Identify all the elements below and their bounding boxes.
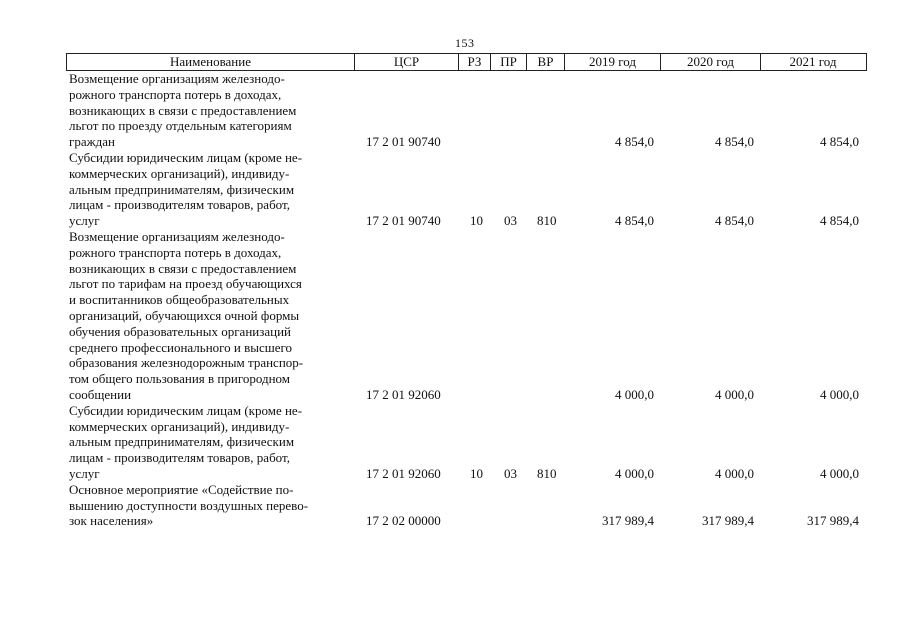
row-value-2021: 4 000,0 <box>820 465 859 481</box>
row-csr: 17 2 01 90740 <box>366 134 441 150</box>
row-name-line: граждан <box>69 134 115 150</box>
row-name-line: лицам - производителям товаров, работ, <box>69 450 290 466</box>
row-name-line: возникающих в связи с предоставлением <box>69 260 297 276</box>
row-rz: 10 <box>470 213 483 229</box>
row-value-2019: 4 000,0 <box>615 386 654 402</box>
row-vr: 810 <box>537 465 557 481</box>
row-value-2020: 4 854,0 <box>715 134 754 150</box>
row-name-line: альным предпринимателям, физическим <box>69 434 295 450</box>
row-csr: 17 2 01 90740 <box>366 213 441 229</box>
row-name-line: возникающих в связи с предоставлением <box>69 102 297 118</box>
row-name-line: Субсидии юридическим лицам (кроме не- <box>69 402 303 418</box>
row-name-line: коммерческих организаций), индивиду- <box>69 165 290 181</box>
row-name-line: рожного транспорта потерь в доходах, <box>69 86 282 102</box>
row-value-2019: 4 854,0 <box>615 134 654 150</box>
row-name-line: услуг <box>69 213 100 229</box>
table-row <box>66 229 865 403</box>
table-body <box>66 71 865 529</box>
row-name-line: Возмещение организациям железнодо- <box>69 228 285 244</box>
row-name-line: среднего профессионального и высшего <box>69 339 293 355</box>
table-row <box>66 71 865 150</box>
row-value-2019: 317 989,4 <box>602 513 654 529</box>
table-row <box>66 482 865 529</box>
row-vr: 810 <box>537 213 557 229</box>
row-name-line: льгот по проезду отдельным категориям <box>69 118 292 134</box>
row-name-line: и воспитанников общеобразовательных <box>69 292 290 308</box>
header-name: Наименование <box>67 54 355 70</box>
row-pr: 03 <box>504 465 517 481</box>
header-2020: 2020 год <box>661 54 761 70</box>
row-name-line: сообщении <box>69 386 132 402</box>
row-value-2021: 4 854,0 <box>820 134 859 150</box>
row-name-line: альным предпринимателям, физическим <box>69 181 295 197</box>
header-csr: ЦСР <box>355 54 459 70</box>
row-name-line: вышению доступности воздушных перево- <box>69 497 309 513</box>
row-name-line: льгот по тарифам на проезд обучающихся <box>69 276 302 292</box>
row-csr: 17 2 02 00000 <box>366 513 441 529</box>
row-value-2020: 4 854,0 <box>715 213 754 229</box>
row-csr: 17 2 01 92060 <box>366 465 441 481</box>
header-rz: РЗ <box>459 54 491 70</box>
header-vr: ВР <box>527 54 565 70</box>
row-value-2020: 317 989,4 <box>702 513 754 529</box>
row-value-2019: 4 854,0 <box>615 213 654 229</box>
table-header <box>66 53 867 71</box>
row-value-2019: 4 000,0 <box>615 465 654 481</box>
row-name-line: услуг <box>69 465 100 481</box>
row-name-line: Возмещение организациям железнодо- <box>69 71 285 86</box>
row-name-line: рожного транспорта потерь в доходах, <box>69 244 282 260</box>
header-2019: 2019 год <box>565 54 661 70</box>
row-value-2020: 4 000,0 <box>715 386 754 402</box>
row-value-2020: 4 000,0 <box>715 465 754 481</box>
row-name-line: том общего пользования в пригородном <box>69 371 291 387</box>
row-value-2021: 4 000,0 <box>820 386 859 402</box>
row-value-2021: 317 989,4 <box>807 513 859 529</box>
row-rz: 10 <box>470 465 483 481</box>
row-name-line: образования железнодорожным транспор- <box>69 355 304 371</box>
table-row <box>66 150 865 229</box>
row-name-line: зок населения» <box>69 513 154 529</box>
row-name-line: коммерческих организаций), индивиду- <box>69 418 290 434</box>
row-name-line: Субсидии юридическим лицам (кроме не- <box>69 149 303 165</box>
row-csr: 17 2 01 92060 <box>366 386 441 402</box>
row-name-line: обучения образовательных организаций <box>69 323 292 339</box>
header-pr: ПР <box>491 54 527 70</box>
row-value-2021: 4 854,0 <box>820 213 859 229</box>
table-row <box>66 403 865 482</box>
row-pr: 03 <box>504 213 517 229</box>
row-name-line: лицам - производителям товаров, работ, <box>69 197 290 213</box>
row-name-line: организаций, обучающихся очной формы <box>69 307 300 323</box>
page-number: 153 <box>455 36 475 50</box>
header-2021: 2021 год <box>789 54 837 69</box>
row-name-line: Основное мероприятие «Содействие по- <box>69 481 294 497</box>
